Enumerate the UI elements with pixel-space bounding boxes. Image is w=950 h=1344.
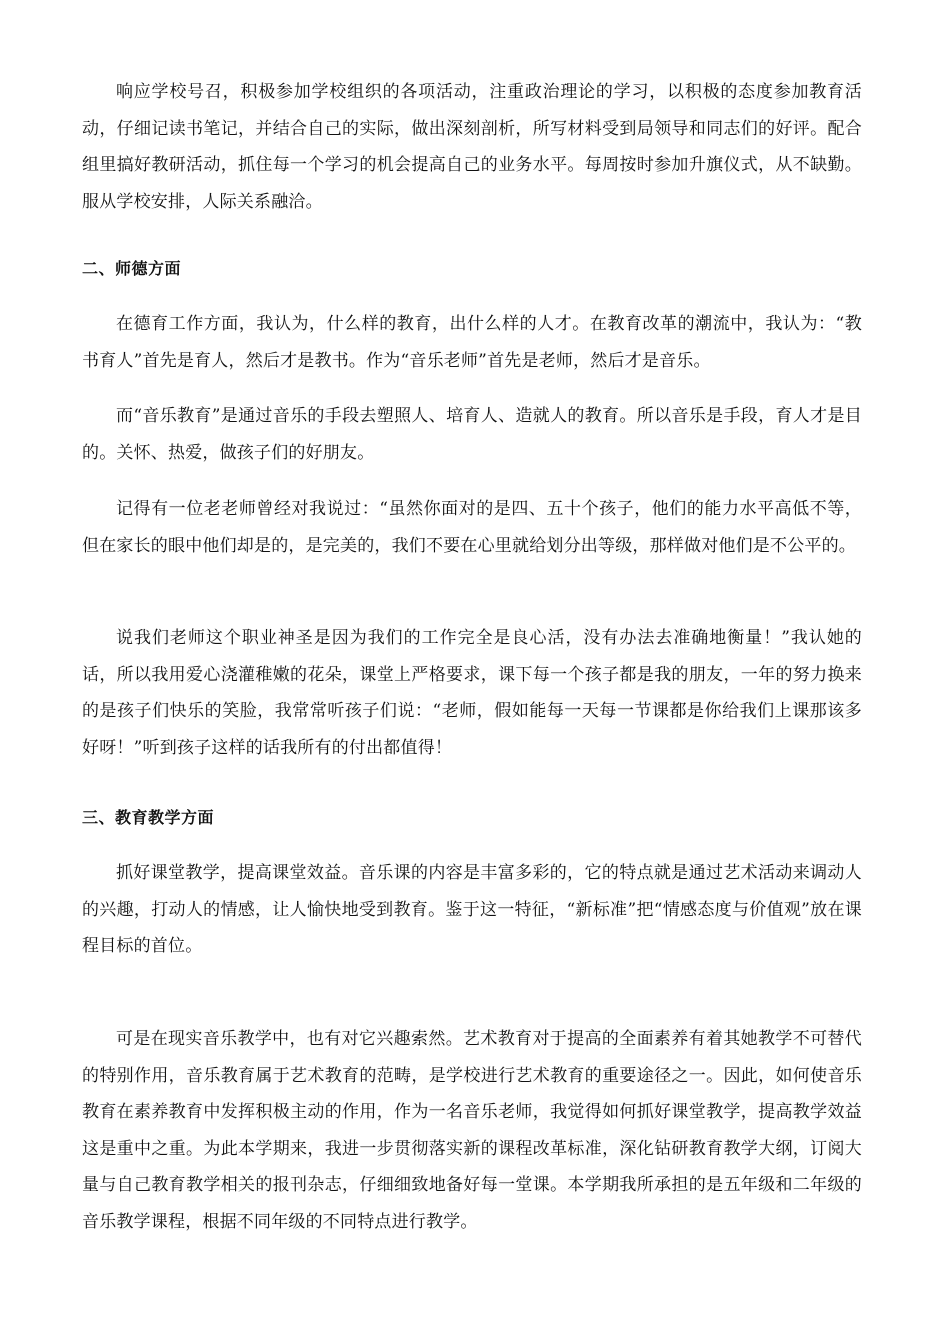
paragraph-classroom-teaching: 抓好课堂教学，提高课堂效益。音乐课的内容是丰富多彩的，它的特点就是通过艺术活动来调动人的兴趣，打动人的情感，让人愉快地受到教育。鉴于这一特征，“新标准”把“情感态度与价值观”放在课程目标的首位。 bbox=[82, 863, 862, 957]
paragraph-music-teaching-reality: 可是在现实音乐教学中，也有对它兴趣索然。艺术教育对于提高的全面素养有着其她教学不可替代的特别作用，音乐教育属于艺术教育的范畴，是学校进行艺术教育的重要途径之一。因此，如何使音乐教育在素养教育中发挥积极主动的作用，作为一名音乐老师，我觉得如何抓好课堂教学，提高教学效益这是重中之重。为此本学期来，我进一步贯彻落实新的课程改革标准，深化钻研教育教学大纲，订阅大量与自己教育教学相关的报刊杂志，仔细细致地备好每一堂课。本学期我所承担的是五年级和二年级的音乐教学课程，根据不同年级的不同特点进行教学。 bbox=[82, 1029, 862, 1232]
paragraph-music-education: 而“音乐教育”是通过音乐的手段去塑照人、培育人、造就人的教育。所以音乐是手段，育人才是目的。关怀、热爱，做孩子们的好朋友。 bbox=[82, 406, 862, 463]
paragraph-moral-education: 在德育工作方面，我认为，什么样的教育，出什么样的人才。在教育改革的潮流中，我认为：“教书育人”首先是育人，然后才是教书。作为“音乐老师”首先是老师，然后才是音乐。 bbox=[82, 314, 862, 371]
paragraph-old-teacher-quote: 记得有一位老老师曾经对我说过：“虽然你面对的是四、五十个孩子，他们的能力水平高低不等，但在家长的眼中他们却是的，是完美的，我们不要在心里就给划分出等级，那样做对他们是不公平的。 bbox=[82, 499, 862, 556]
section-heading-teacher-ethics: 二、师德方面 bbox=[82, 259, 182, 278]
section-heading-teaching: 三、教育教学方面 bbox=[82, 808, 215, 827]
paragraph-study-activities: 响应学校号召，积极参加学校组织的各项活动，注重政治理论的学习，以积极的态度参加教育活动，仔细记读书笔记，并结合自己的实际，做出深刻剖析，所写材料受到局领导和同志们的好评。配合组里搞好教研活动，抓住每一个学习的机会提高自己的业务水平。每周按时参加升旗仪式，从不缺勤。服从学校安排，人际关系融洽。 bbox=[82, 82, 862, 212]
paragraph-conscience-work: 说我们老师这个职业神圣是因为我们的工作完全是良心活，没有办法去准确地衡量！”我认她的话，所以我用爱心浇灌稚嫩的花朵，课堂上严格要求，课下每一个孩子都是我的朋友，一年的努力换来的是孩子们快乐的笑脸，我常常听孩子们说：“老师，假如能每一天每一节课都是你给我们上课那该多好呀！”听到孩子这样的话我所有的付出都值得！ bbox=[82, 628, 862, 758]
